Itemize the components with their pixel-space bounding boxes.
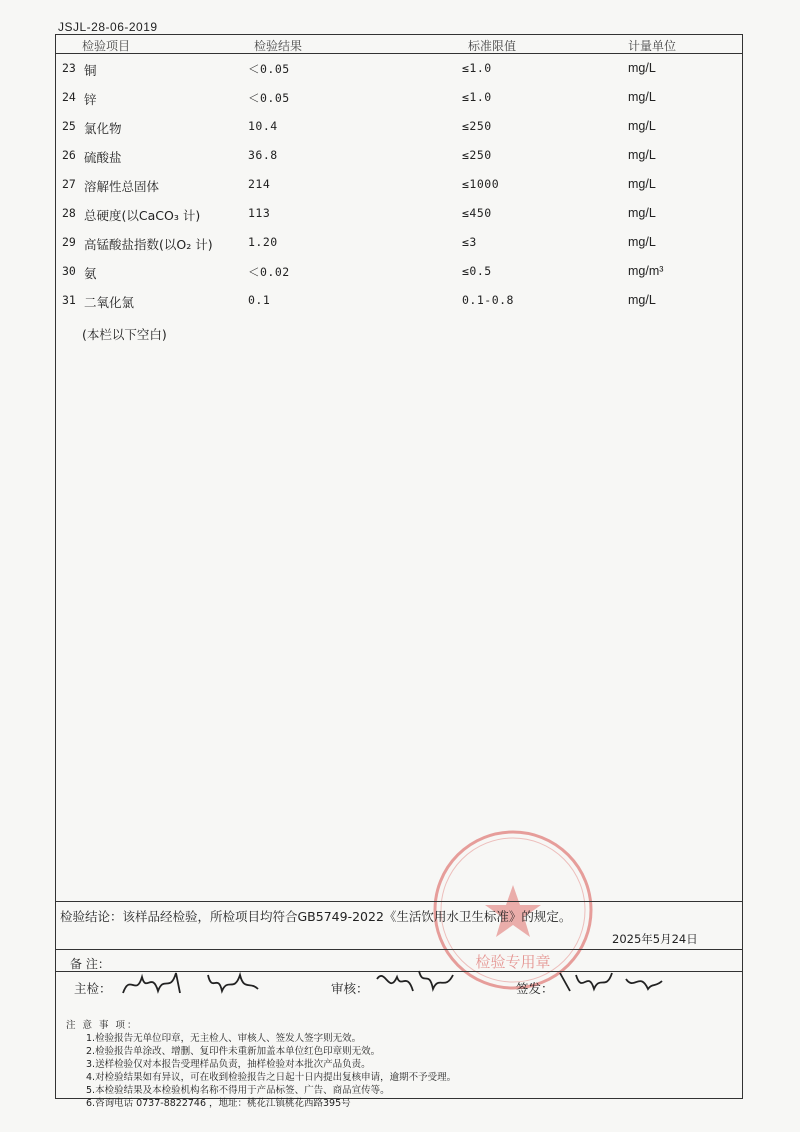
note-item: 2.检验报告单涂改、增删、复印件未重新加盖本单位红色印章则无效。 (86, 1046, 381, 1057)
row-unit: mg/L (628, 148, 656, 162)
inspector-label: 主检： (74, 981, 112, 996)
row-unit: mg/m³ (628, 264, 664, 278)
table-row (56, 206, 742, 226)
row-limit: ≤250 (462, 119, 492, 133)
table-row (56, 148, 742, 168)
header-divider (56, 53, 742, 54)
blank-below-note: (本栏以下空白) (82, 327, 167, 342)
report-frame (55, 34, 743, 1109)
table-row (56, 293, 742, 313)
approver-signature (556, 961, 666, 1001)
reviewer-label: 审核： (331, 981, 369, 996)
stamp-text: 检验专用章 (475, 953, 551, 971)
table-row (56, 264, 742, 284)
note-item: 5.本检验结果及本检验机构名称不得用于产品标签、广告、商品宣传等。 (86, 1085, 390, 1096)
report-date: 2025年5月24日 (612, 932, 698, 946)
header-unit: 计量单位 (628, 39, 677, 53)
header-limit: 标准限值 (468, 39, 517, 53)
table-row (56, 119, 742, 139)
row-limit: ≤3 (462, 235, 477, 249)
row-result: 113 (248, 206, 271, 220)
row-limit: ≤1.0 (462, 61, 492, 75)
row-unit: mg/L (628, 293, 656, 307)
row-item: 高锰酸盐指数(以O₂ 计) (84, 237, 213, 252)
inspector-signature (118, 963, 268, 1003)
row-item: 铜 (84, 63, 97, 78)
row-number: 27 (62, 177, 76, 191)
table-row (56, 90, 742, 110)
row-unit: mg/L (628, 90, 656, 104)
table-row (56, 235, 742, 255)
remark-divider (56, 949, 742, 950)
row-limit: ≤1000 (462, 177, 500, 191)
row-number: 26 (62, 148, 76, 162)
row-result: 1.20 (248, 235, 278, 249)
row-unit: mg/L (628, 119, 656, 133)
row-item: 总硬度(以CaCO₃ 计) (84, 208, 201, 223)
row-result: 10.4 (248, 119, 278, 133)
remark-label: 备 注： (70, 957, 110, 971)
row-item: 氨 (84, 266, 97, 281)
header-item: 检验项目 (82, 39, 131, 53)
note-item: 1.检验报告无单位印章，无主检人、审核人、签发人签字则无效。 (86, 1033, 362, 1044)
row-item: 锌 (84, 92, 97, 107)
approver-label: 签发： (516, 981, 554, 996)
row-limit: ≤250 (462, 148, 492, 162)
row-unit: mg/L (628, 235, 656, 249)
notes-title: 注 意 事 项： (66, 1020, 139, 1031)
row-result: ＜0.02 (248, 265, 290, 279)
row-number: 24 (62, 90, 76, 104)
row-number: 30 (62, 264, 76, 278)
row-item: 硫酸盐 (84, 150, 122, 165)
row-number: 29 (62, 235, 76, 249)
row-limit: ≤1.0 (462, 90, 492, 104)
document-code: JSJL-28-06-2019 (58, 20, 158, 34)
note-item: 3.送样检验仅对本报告受理样品负责，抽样检验对本批次产品负责。 (86, 1059, 371, 1070)
row-limit: ≤0.5 (462, 264, 492, 278)
row-unit: mg/L (628, 177, 656, 191)
header-result: 检验结果 (254, 39, 303, 53)
row-result: 214 (248, 177, 271, 191)
row-number: 28 (62, 206, 76, 220)
note-item: 6.咨询电话 0737-8822746 ，地址：桃花江镇桃花西路395号 (86, 1098, 351, 1109)
row-number: 23 (62, 61, 76, 75)
conclusion-divider (56, 901, 742, 902)
row-item: 溶解性总固体 (84, 179, 160, 194)
row-result: 0.1 (248, 293, 271, 307)
row-unit: mg/L (628, 206, 656, 220)
row-result: 36.8 (248, 148, 278, 162)
note-item: 4.对检验结果如有异议，可在收到检验报告之日起十日内提出复核申请，逾期不予受理。 (86, 1072, 457, 1083)
inspection-conclusion: 检验结论：该样品经检验，所检项目均符合GB5749-2022《生活饮用水卫生标准》的规定。 (60, 909, 572, 924)
row-result: ＜0.05 (248, 91, 290, 105)
row-item: 二氧化氯 (84, 295, 135, 310)
row-limit: ≤450 (462, 206, 492, 220)
row-number: 25 (62, 119, 76, 133)
table-row (56, 61, 742, 81)
row-item: 氯化物 (84, 121, 122, 136)
row-number: 31 (62, 293, 76, 307)
reviewer-signature (371, 961, 461, 1001)
row-result: ＜0.05 (248, 62, 290, 76)
row-limit: 0.1-0.8 (462, 293, 514, 307)
row-unit: mg/L (628, 61, 656, 75)
table-row (56, 177, 742, 197)
